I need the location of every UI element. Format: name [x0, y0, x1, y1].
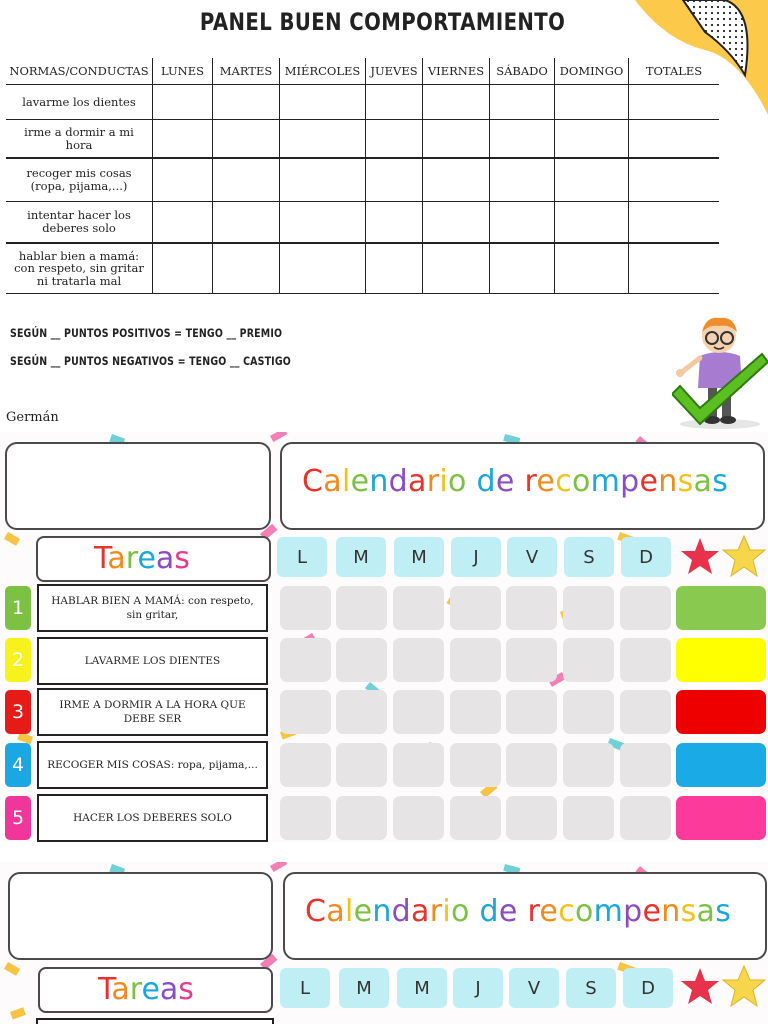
check-cell[interactable] [280, 586, 331, 630]
column-header: DOMINGO [555, 58, 629, 85]
name-box[interactable] [8, 872, 273, 960]
calendar-title-box [283, 872, 767, 960]
day-header: D [623, 968, 673, 1008]
column-header: LUNES [153, 58, 213, 85]
column-header: MIÉRCOLES [280, 58, 366, 85]
day-header: J [453, 968, 503, 1008]
day-header: L [277, 537, 327, 577]
check-cell[interactable] [280, 638, 331, 682]
check-cell[interactable] [450, 796, 501, 840]
behaviour-label: recoger mis cosas (ropa, pijama,...) [6, 158, 153, 202]
calendar-title: Calendario de recompensas [302, 464, 729, 499]
task-number: 5 [5, 796, 31, 840]
day-header: M [394, 537, 444, 577]
score-cell[interactable] [490, 243, 555, 294]
day-header: V [507, 537, 557, 577]
check-cell[interactable] [336, 586, 387, 630]
reward-cell[interactable] [676, 690, 766, 734]
name-box[interactable] [5, 442, 271, 530]
star-icon [678, 964, 768, 1012]
behaviour-label: hablar bien a mamá: con respeto, sin gritar ni tratarla mal [6, 243, 153, 294]
star-icon [678, 534, 768, 582]
task-number: 1 [5, 586, 31, 630]
check-cell[interactable] [506, 743, 557, 787]
check-cell[interactable] [506, 796, 557, 840]
tasks-title: Tareas [94, 541, 190, 576]
calendar-title-box [280, 442, 765, 530]
calendar-title: Calendario de recompensas [305, 894, 732, 929]
score-cell[interactable] [153, 120, 213, 159]
check-cell[interactable] [506, 638, 557, 682]
score-cell[interactable] [366, 120, 423, 159]
task-label: LAVARME LOS DIENTES [37, 637, 268, 685]
check-cell[interactable] [620, 743, 671, 787]
reward-calendar [0, 432, 768, 842]
child-name: Germán [6, 410, 59, 425]
check-cell[interactable] [393, 743, 444, 787]
rule-negative: SEGÚN __ PUNTOS NEGATIVOS = TENGO __ CASTIGO [10, 354, 291, 368]
score-cell[interactable] [490, 202, 555, 244]
day-header: M [339, 968, 389, 1008]
column-header: SÁBADO [490, 58, 555, 85]
table-row [6, 120, 719, 159]
tasks-title-box [38, 967, 273, 1013]
total-cell[interactable] [629, 158, 720, 202]
task-number: 3 [5, 690, 31, 734]
check-cell[interactable] [280, 796, 331, 840]
task-label: HACER LOS DEBERES SOLO [37, 794, 268, 842]
check-cell[interactable] [393, 690, 444, 734]
reward-cell[interactable] [676, 796, 766, 840]
score-cell[interactable] [423, 85, 490, 120]
check-cell[interactable] [620, 586, 671, 630]
check-cell[interactable] [563, 743, 614, 787]
score-cell[interactable] [366, 158, 423, 202]
day-header: S [566, 968, 616, 1008]
score-cell[interactable] [280, 85, 366, 120]
task-number: 4 [5, 743, 31, 787]
column-header: VIERNES [423, 58, 490, 85]
check-cell[interactable] [393, 586, 444, 630]
score-cell[interactable] [490, 85, 555, 120]
score-cell[interactable] [153, 85, 213, 120]
total-cell[interactable] [629, 120, 720, 159]
check-cell[interactable] [450, 690, 501, 734]
score-cell[interactable] [555, 243, 629, 294]
check-cell[interactable] [620, 690, 671, 734]
column-header: NORMAS/CONDUCTAS [6, 58, 153, 85]
reward-cell[interactable] [676, 743, 766, 787]
check-cell[interactable] [563, 796, 614, 840]
score-cell[interactable] [153, 243, 213, 294]
reward-calendar [0, 862, 768, 1024]
day-header: M [336, 537, 386, 577]
check-cell[interactable] [336, 796, 387, 840]
behaviour-label: lavarme los dientes [6, 85, 153, 120]
rule-positive: SEGÚN __ PUNTOS POSITIVOS = TENGO __ PREMIO [10, 326, 283, 340]
column-header: MARTES [213, 58, 280, 85]
check-cell[interactable] [280, 690, 331, 734]
score-cell[interactable] [423, 120, 490, 159]
column-header: JUEVES [366, 58, 423, 85]
check-cell[interactable] [620, 796, 671, 840]
check-cell[interactable] [336, 638, 387, 682]
score-cell[interactable] [555, 158, 629, 202]
check-cell[interactable] [506, 586, 557, 630]
check-cell[interactable] [450, 586, 501, 630]
score-cell[interactable] [423, 202, 490, 244]
score-cell[interactable] [153, 202, 213, 244]
day-header: S [564, 537, 614, 577]
reward-cell[interactable] [676, 586, 766, 630]
check-cell[interactable] [450, 638, 501, 682]
column-header: TOTALES [629, 58, 720, 85]
score-cell[interactable] [153, 158, 213, 202]
score-cell[interactable] [423, 158, 490, 202]
check-cell[interactable] [620, 638, 671, 682]
check-cell[interactable] [280, 743, 331, 787]
score-cell[interactable] [280, 243, 366, 294]
table-row [6, 85, 719, 120]
score-cell[interactable] [213, 85, 280, 120]
day-header: M [397, 968, 447, 1008]
check-cell[interactable] [393, 638, 444, 682]
score-cell[interactable] [490, 120, 555, 159]
behaviour-label: irme a dormir a mi hora [6, 120, 153, 159]
total-cell[interactable] [629, 85, 720, 120]
tasks-title: Tareas [98, 972, 194, 1007]
behaviour-label: intentar hacer los deberes solo [6, 202, 153, 244]
kid-checkmark-icon [672, 312, 768, 432]
reward-cell[interactable] [676, 638, 766, 682]
page-title: PANEL BUEN COMPORTAMIENTO [199, 8, 566, 36]
behaviour-table [6, 58, 719, 294]
total-cell[interactable] [629, 243, 720, 294]
task-label: IRME A DORMIR A LA HORA QUE DEBE SER [37, 688, 268, 736]
total-cell[interactable] [629, 202, 720, 244]
check-cell[interactable] [336, 690, 387, 734]
score-cell[interactable] [366, 202, 423, 244]
day-header: V [509, 968, 559, 1008]
check-cell[interactable] [450, 743, 501, 787]
table-row [6, 158, 719, 202]
score-cell[interactable] [423, 243, 490, 294]
check-cell[interactable] [563, 690, 614, 734]
score-cell[interactable] [555, 120, 629, 159]
score-cell[interactable] [213, 243, 280, 294]
task-label: RECOGER MIS COSAS: ropa, pijama,... [37, 741, 268, 789]
table-header-row [6, 58, 719, 85]
check-cell[interactable] [563, 638, 614, 682]
check-cell[interactable] [506, 690, 557, 734]
task-label [36, 1018, 274, 1024]
score-cell[interactable] [213, 120, 280, 159]
check-cell[interactable] [336, 743, 387, 787]
score-cell[interactable] [280, 202, 366, 244]
day-header: L [280, 968, 330, 1008]
score-cell[interactable] [213, 158, 280, 202]
check-cell[interactable] [393, 796, 444, 840]
table-row [6, 243, 719, 294]
score-cell[interactable] [366, 85, 423, 120]
day-header: D [621, 537, 671, 577]
day-header: J [451, 537, 501, 577]
score-cell[interactable] [555, 202, 629, 244]
score-cell[interactable] [280, 158, 366, 202]
score-cell[interactable] [213, 202, 280, 244]
tasks-title-box [36, 536, 271, 582]
score-cell[interactable] [366, 243, 423, 294]
table-row [6, 202, 719, 244]
task-number: 2 [5, 638, 31, 682]
task-label: HABLAR BIEN A MAMÁ: con respeto, sin gritar, [37, 584, 268, 632]
score-cell[interactable] [555, 85, 629, 120]
score-cell[interactable] [490, 158, 555, 202]
score-cell[interactable] [280, 120, 366, 159]
check-cell[interactable] [563, 586, 614, 630]
